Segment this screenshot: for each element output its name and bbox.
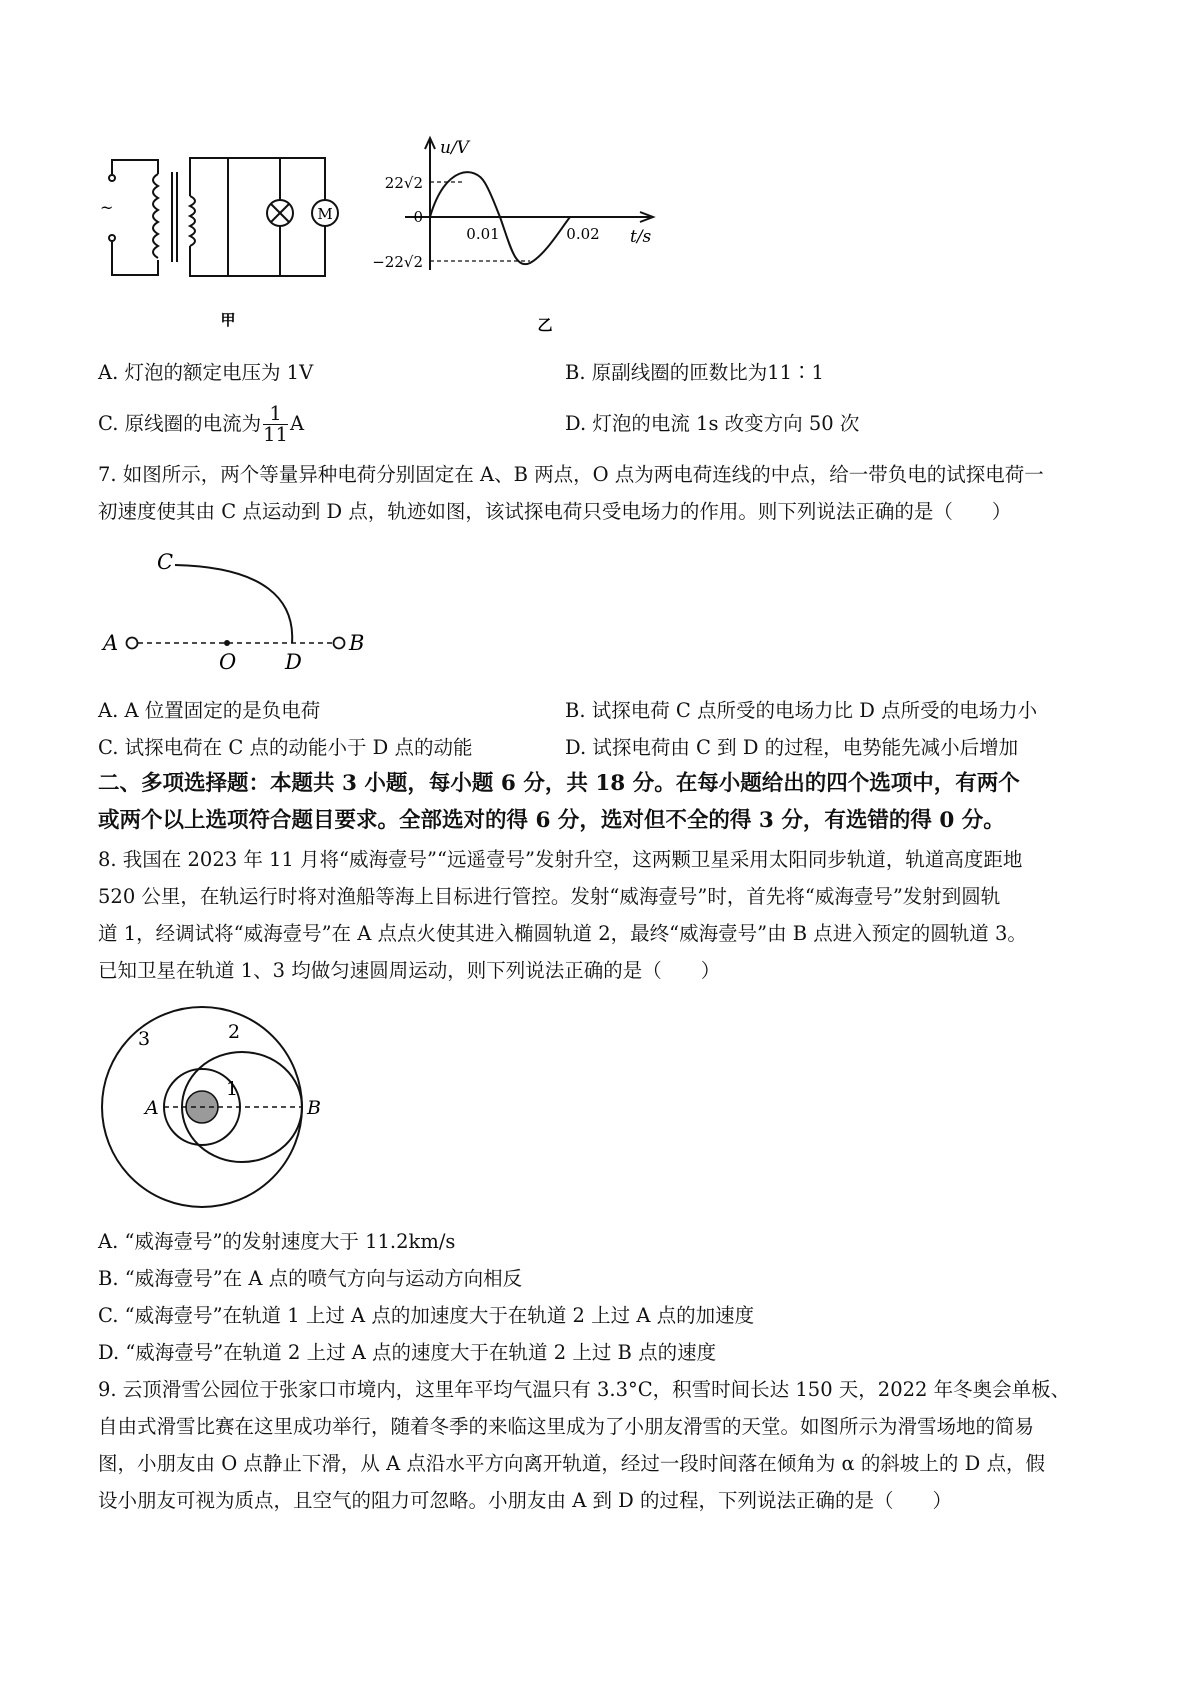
ac-source-symbol: ~ — [100, 198, 114, 217]
tick-positive-peak: 22√2 — [384, 174, 423, 192]
section2-heading-line2: 或两个以上选项符合题目要求。全部选对的得 6 分，选对但不全的得 3 分，有选错的得 0 分。 — [98, 808, 1005, 833]
q8-stem-line4: 已知卫星在轨道 1、3 均做匀速圆周运动，则下列说法正确的是（ ） — [98, 959, 721, 982]
label-o: O — [219, 650, 237, 674]
charges-trajectory-diagram — [95, 545, 395, 680]
figure-caption-jia: 甲 — [220, 311, 236, 329]
trajectory-curve — [175, 565, 292, 643]
lamp-symbol — [267, 158, 293, 226]
u-axis-label: u/V — [440, 138, 469, 158]
label-a: A — [103, 631, 119, 655]
q9-stem-line1: 9. 云顶滑雪公园位于张家口市境内，这里年平均气温只有 3.3°C，积雪时间长达 150 天，2022 年冬奥会单板、 — [98, 1378, 1071, 1401]
orbit-label-1: 1 — [226, 1078, 239, 1100]
q8-stem-line3: 道 1，经调试将“威海壹号”在 A 点点火使其进入椭圆轨道 2，最终“威海壹号”由 B 点进入预定的圆轨道 3。 — [98, 922, 1027, 945]
q8-option-c: C. “威海壹号”在轨道 1 上过 A 点的加速度大于在轨道 2 上过 A 点的加速度 — [98, 1304, 755, 1327]
tick-t1: 0.01 — [466, 225, 500, 243]
q7-option-b: B. 试探电荷 C 点所受的电场力比 D 点所受的电场力小 — [565, 699, 1038, 722]
q6-option-a: A. 灯泡的额定电压为 1V — [98, 361, 314, 384]
q7-stem-line2: 初速度使其由 C 点运动到 D 点，轨迹如图，该试探电荷只受电场力的作用。则下列说法正确的是（ ） — [98, 500, 1012, 523]
tick-negative-peak: −22√2 — [372, 253, 423, 271]
tick-t2: 0.02 — [566, 225, 600, 243]
q6-option-c-unit: A — [289, 412, 305, 435]
q8-stem-line1: 8. 我国在 2023 年 11 月将“威海壹号”“远遥壹号”发射升空，这两颗卫星采用太阳同步轨道，轨道高度距地 — [98, 848, 1023, 871]
q8-option-b: B. “威海壹号”在 A 点的喷气方向与运动方向相反 — [98, 1267, 523, 1290]
q9-stem-line3: 图，小朋友由 O 点静止下滑，从 A 点沿水平方向离开轨道，经过一段时间落在倾角为 α 的斜坡上的 D 点，假 — [98, 1452, 1045, 1475]
motor-label: M — [317, 205, 333, 223]
t-axis-label: t/s — [630, 227, 652, 247]
charge-b-symbol — [334, 638, 345, 649]
orbit-label-3: 3 — [138, 1028, 151, 1050]
point-label-a: A — [145, 1097, 159, 1119]
q6-option-c-prefix: C. 原线圈的电流为 — [98, 412, 262, 435]
q6-option-c — [98, 398, 304, 450]
fraction-numerator: 1 — [263, 404, 288, 425]
transformer-circuit-diagram — [100, 150, 333, 330]
voltage-sine-graph — [345, 135, 665, 335]
q6-option-d: D. 灯泡的电流 1s 改变方向 50 次 — [565, 412, 860, 435]
q9-stem-line4: 设小朋友可视为质点，且空气的阻力可忽略。小朋友由 A 到 D 的过程，下列说法正确的是（ ） — [98, 1489, 953, 1512]
figure-caption-yi: 乙 — [537, 316, 553, 334]
origin-label: 0 — [413, 208, 423, 226]
label-b: B — [349, 631, 365, 655]
fraction-denominator: 11 — [263, 423, 288, 446]
q6-option-c-fraction — [263, 404, 288, 445]
label-d: D — [285, 650, 302, 674]
label-c: C — [157, 550, 174, 574]
section2-heading-line1: 二、多项选择题：本题共 3 小题，每小题 6 分，共 18 分。在每小题给出的四个选项中，有两个 — [98, 771, 1020, 796]
q6-option-b: B. 原副线圈的匝数比为11∶1 — [565, 361, 824, 384]
point-label-b: B — [307, 1097, 321, 1119]
orbit-label-2: 2 — [228, 1021, 241, 1043]
q9-stem-line2: 自由式滑雪比赛在这里成功举行，随着冬季的来临这里成为了小朋友滑雪的天堂。如图所示为滑雪场地的简易 — [98, 1415, 1035, 1438]
q8-stem-line2: 520 公里，在轨运行时将对渔船等海上目标进行管控。发射“威海壹号”时，首先将“威海壹号”发射到圆轨 — [98, 885, 1001, 908]
midpoint-o-dot — [224, 640, 230, 646]
charge-a-symbol — [127, 638, 138, 649]
q7-option-c: C. 试探电荷在 C 点的动能小于 D 点的动能 — [98, 736, 473, 759]
q7-stem-line1: 7. 如图所示，两个等量异种电荷分别固定在 A、B 两点，O 点为两电荷连线的中点，给一带负电的试探电荷一 — [98, 463, 1044, 486]
q7-option-a: A. A 位置固定的是负电荷 — [98, 699, 321, 722]
satellite-orbits-diagram — [100, 1000, 340, 1215]
q7-option-d: D. 试探电荷由 C 到 D 的过程，电势能先减小后增加 — [565, 736, 1019, 759]
q8-option-a: A. “威海壹号”的发射速度大于 11.2km/s — [98, 1230, 456, 1253]
q8-option-d: D. “威海壹号”在轨道 2 上过 A 点的速度大于在轨道 2 上过 B 点的速度 — [98, 1341, 717, 1364]
